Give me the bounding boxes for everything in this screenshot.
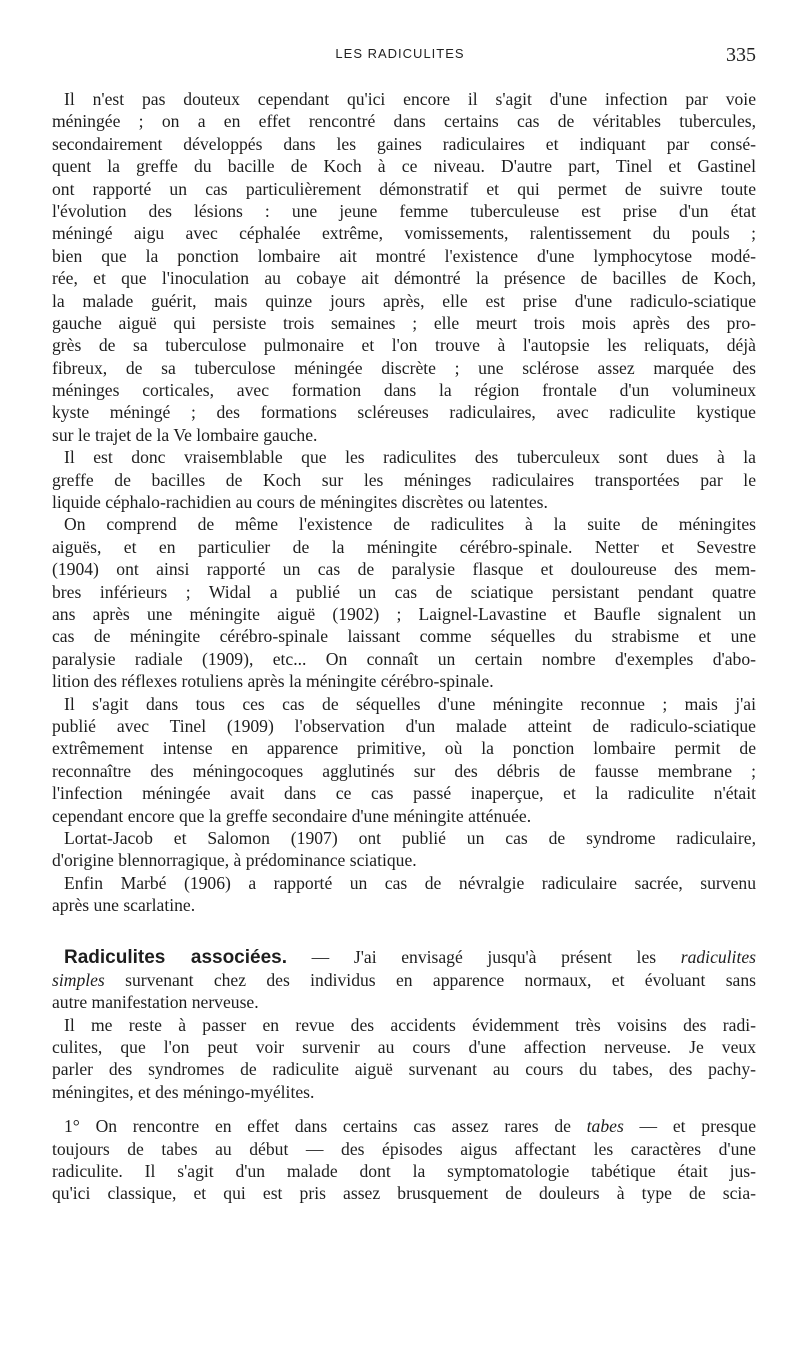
paragraph-3 <box>52 513 756 692</box>
paragraph-8 <box>52 1115 756 1205</box>
text-fragment: — et presque <box>623 1116 756 1137</box>
text-line: qu'ici classique, et qui est pris assez brusquement de douleurs à type de scia- <box>52 1183 756 1204</box>
italic-term: tabes <box>586 1116 624 1137</box>
text-line: rée, et que l'inoculation au cobaye ait démontré la présence de bacilles de Koch, <box>52 268 756 289</box>
text-line: lition des réflexes rotuliens après la méningite cérébro-spinale. <box>52 671 494 692</box>
page-number: 335 <box>726 44 756 66</box>
paragraph-2 <box>52 446 756 513</box>
text-line: méningée ; on a en effet rencontré dans certains cas de véritables tubercules, <box>52 111 756 132</box>
paragraph-7 <box>52 1014 756 1104</box>
text-line: méninges corticales, avec formation dans la région frontale d'un volumineux <box>52 380 756 401</box>
text-line: méningites, et des méningo-myélites. <box>52 1081 315 1102</box>
text-line: reconnaître des méningocoques agglutinés sur des débris de fausse membrane ; <box>52 760 756 781</box>
text-line: la malade guérit, mais quinze jours après, elle est prise d'une radiculo-sciatique <box>52 290 756 311</box>
text-line: gauche aiguë qui persiste trois semaines ; elle meurt trois mois après des pro- <box>52 312 756 333</box>
section-heading: Radiculites associées. <box>64 947 288 969</box>
section-gap <box>52 916 756 946</box>
text-line: ont rapporté un cas particulièrement démonstratif et qui permet de suivre toute <box>52 178 756 199</box>
text-line: (1904) ont ainsi rapporté un cas de paralysie flasque et douloureuse des mem- <box>52 559 756 580</box>
paragraph-6 <box>52 872 756 917</box>
text-line: grès de sa tuberculose pulmonaire et l'on trouve à l'autopsie les reliquats, déjà <box>52 335 756 356</box>
text-line: cependant encore que la greffe secondaire d'une méningite atténuée. <box>52 805 532 826</box>
text-line: liquide céphalo-rachidien au cours de méningites discrètes ou latentes. <box>52 492 548 513</box>
text-line: Lortat-Jacob et Salomon (1907) ont publié un cas de syndrome radiculaire, <box>64 827 756 848</box>
text-line: quent la greffe du bacille de Koch à ce niveau. D'autre part, Tinel et Gastinel <box>52 156 756 177</box>
italic-term: radiculites <box>680 947 756 968</box>
text-line: parler des syndromes de radiculite aiguë survenant au cours du tabes, des pachy- <box>52 1059 756 1080</box>
text-line: sur le trajet de la Ve lombaire gauche. <box>52 424 318 445</box>
text-line: Enfin Marbé (1906) a rapporté un cas de névralgie radiculaire sacrée, survenu <box>64 872 756 893</box>
section-lead-text: — J'ai envisagé jusqu'à présent les <box>287 947 681 968</box>
text-line: extrêmement intense en apparence primitive, où la ponction lombaire permit de <box>52 738 756 759</box>
text-line: bres inférieurs ; Widal a publié un cas de sciatique persistant pendant quatre <box>52 581 756 602</box>
text-line: greffe de bacilles de Koch sur les méninges radiculaires transportées par le <box>52 469 756 490</box>
text-line: autre manifestation nerveuse. <box>52 992 259 1013</box>
text-line: radiculite. Il s'agit d'un malade dont la symptomatologie tabétique était jus- <box>52 1160 756 1181</box>
text-line: méningé aigu avec céphalée extrême, vomissements, ralentissement du pouls ; <box>52 223 756 244</box>
text-fragment: survenant chez des individus en apparence normaux, et évoluant sans <box>104 969 756 990</box>
paragraph-gap <box>52 1103 756 1115</box>
text-line: toujours de tabes au début — des épisodes aigus affectant les caractères d'une <box>52 1138 756 1159</box>
text-line: Il n'est pas douteux cependant qu'ici encore il s'agit d'une infection par voie <box>64 89 756 109</box>
text-line: Il est donc vraisemblable que les radiculites des tuberculeux sont dues à la <box>64 447 756 468</box>
text-line: kyste méningé ; des formations scléreuses radiculaires, avec radiculite kystique <box>52 402 756 423</box>
text-line: secondairement développés dans les gaines radiculaires et indiquant par consé- <box>52 133 756 154</box>
text-line: après une scarlatine. <box>52 895 196 916</box>
text-line: bien que la ponction lombaire ait montré l'existence d'une lymphocytose modé- <box>52 245 756 266</box>
paragraph-4 <box>52 693 756 827</box>
text-line: cas de méningite cérébro-spinale laissant comme séquelles du strabisme et une <box>52 626 756 647</box>
paragraph-5 <box>52 827 756 872</box>
body-text <box>52 88 756 1205</box>
section-associated-radiculites <box>52 946 756 1013</box>
text-line: paralysie radiale (1909), etc... On connaît un certain nombre d'exemples d'abo- <box>52 648 756 669</box>
text-line: publié avec Tinel (1909) l'observation d'un malade atteint de radiculo-sciatique <box>52 715 756 736</box>
text-line: aiguës, et en particulier de la méningite cérébro-spinale. Netter et Sevestre <box>52 536 756 557</box>
text-line: d'origine blennorragique, à prédominance sciatique. <box>52 850 417 871</box>
text-line: fibreux, de sa tuberculose méningée discrète ; une sclérose assez marquée des <box>52 357 756 378</box>
text-line: On comprend de même l'existence de radiculites à la suite de méningites <box>64 514 756 535</box>
running-title: LES RADICULITES <box>335 46 465 61</box>
section-lead-line <box>52 946 756 968</box>
text-fragment: 1° On rencontre en effet dans certains cas assez rares de <box>64 1116 587 1137</box>
text-line <box>52 969 756 991</box>
text-line: Il me reste à passer en revue des accidents évidemment très voisins des radi- <box>64 1014 756 1035</box>
text-line: culites, que l'on peut voir survenir au cours d'une affection nerveuse. Je veux <box>52 1037 756 1058</box>
italic-term: simples <box>52 969 105 990</box>
text-line: l'infection méningée avait dans ce cas passé inaperçue, et la radiculite n'était <box>52 783 756 804</box>
text-line: l'évolution des lésions : une jeune femme tuberculeuse est prise d'un état <box>52 200 756 221</box>
text-line <box>52 1115 756 1137</box>
paragraph-1 <box>52 88 756 446</box>
text-line: ans après une méningite aiguë (1902) ; Laignel-Lavastine et Baufle signalent un <box>52 603 756 624</box>
text-line: Il s'agit dans tous ces cas de séquelles d'une méningite reconnue ; mais j'ai <box>64 693 756 714</box>
